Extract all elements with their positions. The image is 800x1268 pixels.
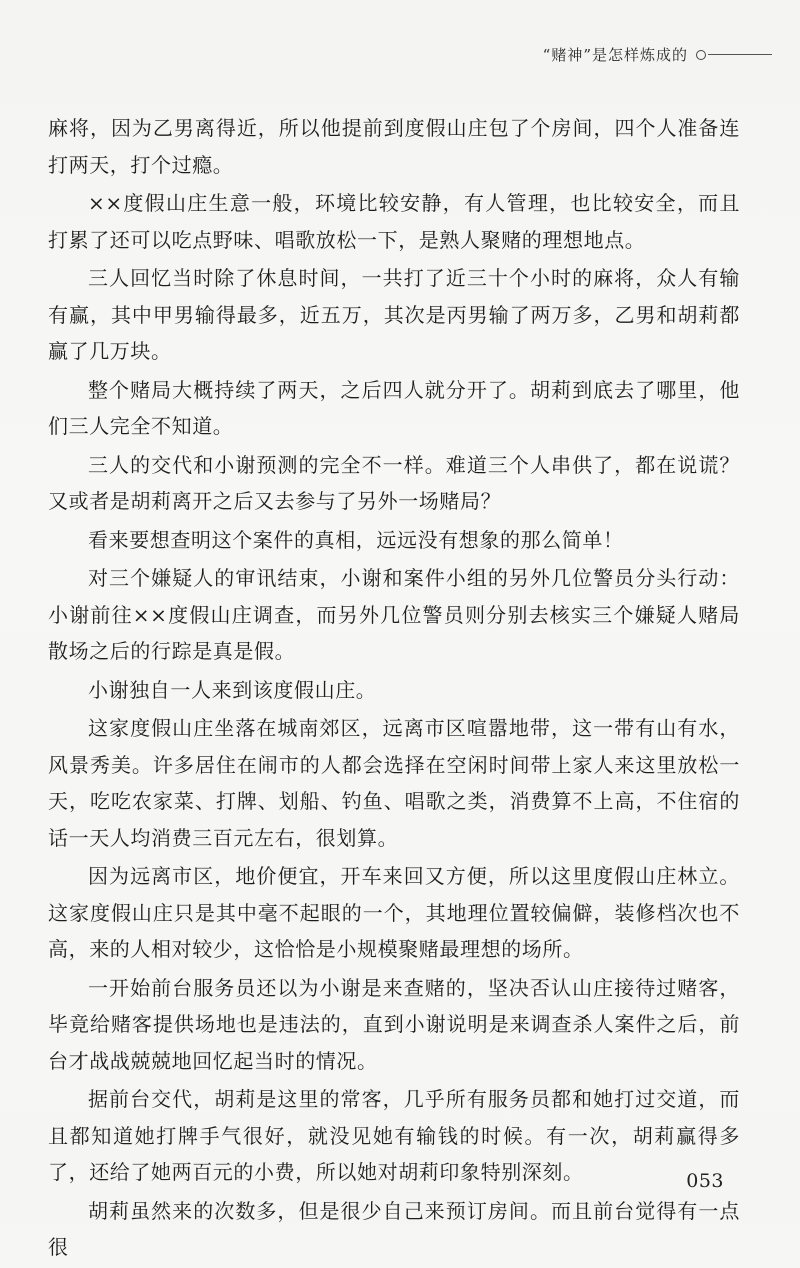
- paragraph: 这家度假山庄坐落在城南郊区，远离市区喧嚣地带，这一带有山有水，风景秀美。许多居住在闹市的人都会选择在空闲时间带上家人来这里放松一天，吃吃农家菜、打牌、划船、钓鱼、唱歌之类，消费算不上高，不住宿的话一天人均消费三百元左右，很划算。: [48, 716, 740, 850]
- paragraph: ××度假山庄生意一般，环境比较安静，有人管理，也比较安全，而且打累了还可以吃点野味、唱歌放松一下，是熟人聚赌的理想地点。: [48, 191, 740, 252]
- header-rule: [708, 54, 772, 55]
- paragraph: 因为远离市区，地价便宜，开车来回又方便，所以这里度假山庄林立。这家度假山庄只是其中毫不起眼的一个，其地理位置较偏僻，装修档次也不高，来的人相对较少，这恰恰是小规模聚赌最理想的场所。: [48, 864, 740, 961]
- paragraph: 麻将，因为乙男离得近，所以他提前到度假山庄包了个房间，四个人准备连打两天，打个过瘾。: [48, 116, 740, 177]
- paragraph: 三人回忆当时除了休息时间，一共打了近三十个小时的麻将，众人有输有赢，其中甲男输得最多，近五万，其次是丙男输了两万多，乙男和胡莉都赢了几万块。: [48, 266, 740, 363]
- paragraph: 看来要想查明这个案件的真相，远远没有想象的那么简单！: [88, 527, 624, 552]
- paragraph: 对三个嫌疑人的审讯结束，小谢和案件小组的另外几位警员分头行动：小谢前往××度假山庄调查，而另外几位警员则分别去核实三个嫌疑人赌局散场之后的行踪是真是假。: [48, 566, 740, 663]
- circle-ornament-icon: [696, 50, 706, 60]
- page-number: 053: [686, 1170, 724, 1192]
- paragraph: 小谢独自一人来到该度假山庄。: [88, 677, 377, 702]
- paragraph: 据前台交代，胡莉是这里的常客，几乎所有服务员都和她打过交道，而且都知道她打牌手气很好，就没见她有输钱的时候。有一次，胡莉赢得多了，还给了她两百元的小费，所以她对胡莉印象特别深刻。: [48, 1087, 740, 1184]
- running-title: “赌神”是怎样炼成的: [542, 46, 688, 64]
- running-header: [543, 44, 772, 65]
- paragraph: 三人的交代和小谢预测的完全不一样。难道三个人串供了，都在说谎？又或者是胡莉离开之后又去参与了另外一场赌局？: [48, 452, 740, 513]
- body-text: [48, 110, 740, 1268]
- paragraph: 胡莉虽然来的次数多，但是很少自己来预订房间。而且前台觉得有一点很: [48, 1198, 740, 1259]
- paragraph: 一开始前台服务员还以为小谢是来查赌的，坚决否认山庄接待过赌客，毕竟给赌客提供场地也是违法的，直到小谢说明是来调查杀人案件之后，前台才战战兢兢地回忆起当时的情况。: [48, 975, 740, 1073]
- paragraph: 整个赌局大概持续了两天，之后四人就分开了。胡莉到底去了哪里，他们三人完全不知道。: [48, 377, 740, 438]
